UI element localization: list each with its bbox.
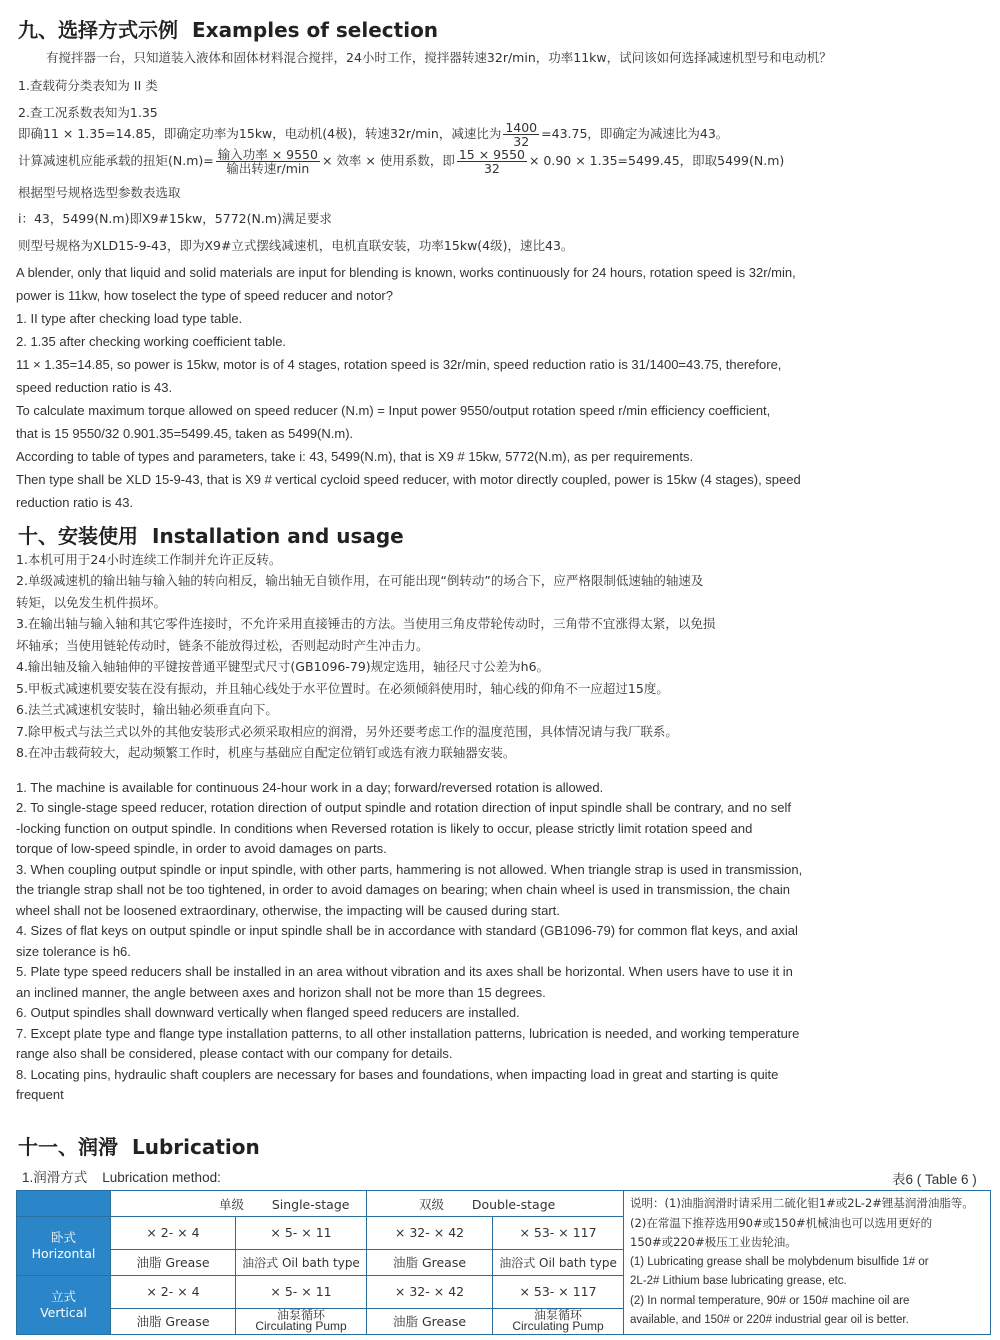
section-11-title-cn: 十一、润滑: [18, 1135, 118, 1159]
vertical-en: Vertical: [40, 1304, 87, 1320]
s10-en-line: 6. Output spindles shall downward vertically when flanged speed reducers are installed.: [16, 1005, 520, 1020]
s9-en-line: Then type shall be XLD 15-9-43, that is X9 # vertical cycloid speed reducer, with motor directly coupled, power is 15kw (4 stages), speed: [16, 472, 801, 487]
s9-en-line: 2. 1.35 after checking working coefficient table.: [16, 334, 287, 349]
pump-en: Circulating Pump: [512, 1319, 604, 1333]
s9-line-1: 1.查载荷分类表知为 II 类: [18, 78, 158, 93]
table-row: [17, 1191, 991, 1217]
corner-cell: [17, 1191, 111, 1217]
note-line: (1) Lubricating grease shall be molybdenum bisulfide 1# or: [630, 1255, 929, 1268]
method-cell-pump: [236, 1308, 367, 1334]
s9-en-line: that is 15 9550/32 0.901.35=5499.45, taken as 5499(N.m).: [16, 426, 354, 441]
s10-en-line: 2. To single-stage speed reducer, rotation direction of output spindle and rotation direction of input spindle shall be contrary, and no self: [16, 800, 791, 815]
s10-en-line: torque of low-speed spindle, in order to avoid damages on parts.: [16, 841, 387, 856]
size-range-cell: × 32- × 42: [367, 1275, 493, 1308]
table-label: 表6 ( Table 6 ): [892, 1172, 977, 1187]
s9-line-3b: =43.75，即确定为减速比为43。: [541, 126, 729, 141]
note-line: 150#或220#极压工业齿轮油。: [630, 1235, 797, 1249]
s10-cn-line: 8.在冲击载荷较大，起动频繁工作时，机座与基础应自配定位销钉或选有液力联轴器安装。: [16, 745, 516, 760]
s9-en-line: power is 11kw, how toselect the type of speed reducer and notor?: [16, 288, 393, 303]
s10-cn-line: 坏轴承；当使用链轮传动时，链条不能放得过松，否则起动时产生冲击力。: [16, 638, 429, 653]
s10-en-line: size tolerance is h6.: [16, 944, 131, 959]
pump-en: Circulating Pump: [255, 1319, 347, 1333]
section-11-heading: [18, 1131, 260, 1160]
s9-line-3a: 即确11 × 1.35=14.85，即确定功率为15kw，电动机(4极)，转速32r/min，减速比为: [18, 126, 502, 141]
method-cell-pump: [493, 1308, 624, 1334]
torque-fraction: [216, 148, 320, 175]
size-range-cell: × 2- × 4: [111, 1275, 236, 1308]
section-10-title-cn: 十、安装使用: [18, 524, 138, 548]
horizontal-en: Horizontal: [31, 1245, 96, 1261]
calc-fraction: [457, 148, 527, 175]
s9-line-4c: × 0.90 × 1.35=5499.45，即取5499(N.m): [528, 153, 785, 168]
s10-en-line: 8. Locating pins, hydraulic shaft couplers are necessary for bases and foundations, when impacting load in great and starting is quite: [16, 1067, 779, 1082]
lubrication-method-label: 1.润滑方式 Lubrication method:: [22, 1170, 221, 1185]
s10-cn-line: 3.在输出轴与输入轴和其它零件连接时，不允许采用直接锤击的方法。当使用三角皮带轮传动时，三角带不宜涨得太紧，以免损: [16, 616, 716, 631]
size-range-cell: × 32- × 42: [367, 1217, 493, 1250]
section-9-title-cn: 九、选择方式示例: [18, 18, 178, 42]
lubrication-table: [16, 1190, 991, 1335]
ratio-numerator: 1400: [505, 120, 538, 135]
vertical-row-header: [17, 1275, 111, 1334]
s9-line-5: 根据型号规格选型参数表选取: [18, 185, 181, 200]
s10-cn-line: 2.单级减速机的输出轴与输入轴的转向相反，输出轴无自锁作用，在可能出现“倒转动”的场合下，应严格限制低速轴的轴速及: [16, 573, 704, 588]
s10-cn-line: 4.输出轴及输入轴轴伸的平键按普通平键型式尺寸(GB1096-79)规定选用，轴径尺寸公差为h6。: [16, 659, 550, 674]
s9-line-3: [18, 121, 728, 148]
s9-line-4a: 计算减速机应能承载的扭矩(N.m)=: [18, 153, 214, 168]
method-cell-grease: 油脂 Grease: [367, 1249, 493, 1275]
note-line: 说明：(1)油脂润滑时请采用二硫化钼1#或2L-2#锂基润滑油脂等。: [630, 1196, 974, 1210]
method-cell-grease: 油脂 Grease: [367, 1308, 493, 1334]
method-cell-oil-bath: 油浴式 Oil bath type: [236, 1249, 367, 1275]
s10-en-line: 7. Except plate type and flange type installation patterns, to all other installation patterns, lubrication is needed, and working temperature: [16, 1026, 800, 1041]
section-9-heading: [18, 14, 438, 43]
horizontal-row-header: [17, 1217, 111, 1276]
s9-en-line: speed reduction ratio is 43.: [16, 380, 173, 395]
s10-en-line: 4. Sizes of flat keys on output spindle or input spindle shall be in accordance with standard (GB1096-79) for common flat keys, and axial: [16, 923, 798, 938]
s9-line-6: i：43，5499(N.m)即X9#15kw，5772(N.m)满足要求: [18, 211, 332, 226]
vertical-cn: 立式: [50, 1288, 76, 1304]
s10-cn-line: 6.法兰式减速机安装时，输出轴必须垂直向下。: [16, 702, 278, 717]
s9-en-line: To calculate maximum torque allowed on speed reducer (N.m) = Input power 9550/output rotation speed r/min efficiency coefficient,: [16, 403, 771, 418]
s9-en-line: According to table of types and parameters, take i: 43, 5499(N.m), that is X9 # 15kw, 5772(N.m), as per requirements.: [16, 449, 694, 464]
size-range-cell: × 5- × 11: [236, 1217, 367, 1250]
pump-cn: 油泵循环: [534, 1308, 583, 1322]
size-range-cell: × 53- × 117: [493, 1217, 624, 1250]
method-cell-grease: 油脂 Grease: [111, 1249, 236, 1275]
s10-en-line: 3. When coupling output spindle or input spindle, with other parts, hammering is not allowed. When triangle strap is used in transmission,: [16, 862, 803, 877]
lubrication-notes: [624, 1191, 991, 1335]
size-range-cell: × 5- × 11: [236, 1275, 367, 1308]
s10-en-line: 1. The machine is available for continuous 24-hour work in a day; forward/reversed rotation is allowed.: [16, 780, 604, 795]
note-line: available, and 150# or 220# industrial gear oil is better.: [630, 1314, 909, 1326]
horizontal-cn: 卧式: [50, 1229, 76, 1245]
s10-en-line: frequent: [16, 1087, 64, 1102]
s10-cn-line: 5.甲板式减速机要安装在没有振动，并且轴心线处于水平位置时。在必须倾斜使用时，轴心线的仰角不一应超过15度。: [16, 681, 669, 696]
s9-en-line: 11 × 1.35=14.85, so power is 15kw, motor is of 4 stages, rotation speed is 32r/min, speed reduction ratio is 31/1400=43.75, therefore,: [16, 357, 782, 372]
s10-en-line: wheel shall not be loosened extraordinary, otherwise, the impacting will be caused during start.: [16, 903, 560, 918]
s9-intro: 有搅拌器一台，只知道装入液体和固体材料混合搅拌，24小时工作，搅拌器转速32r/min，功率11kw，试问该如何选择减速机型号和电动机？: [46, 50, 832, 65]
s10-en-line: range also shall be considered, please contact with our company for details.: [16, 1046, 453, 1061]
note-line: (2) In normal temperature, 90# or 150# machine oil are: [630, 1294, 910, 1307]
section-11-title-en: Lubrication: [132, 1135, 260, 1159]
ratio-fraction: [503, 121, 539, 148]
s9-line-4b: × 效率 × 使用系数，即: [321, 153, 455, 168]
section-9-title-en: Examples of selection: [192, 18, 439, 42]
s10-en-line: -locking function on output spindle. In conditions when Reversed rotation is likely to occur, please strictly limit rotation speed and: [16, 821, 753, 836]
double-stage-header: 双级 Double-stage: [367, 1191, 624, 1217]
s9-en-line: 1. II type after checking load type table.: [16, 311, 243, 326]
s9-line-2: 2.查工况系数表知为1.35: [18, 105, 158, 120]
s10-en-line: the triangle strap shall not be too tightened, in order to avoid damages on bearing; when chain wheel is used in transmission, the chain: [16, 882, 790, 897]
s9-en-line: A blender, only that liquid and solid materials are input for blending is known, works continuously for 24 hours, rotation speed is 32r/min,: [16, 265, 796, 280]
s10-cn-line: 1.本机可用于24小时连续工作制并允许正反转。: [16, 552, 282, 567]
s9-line-7: 则型号规格为XLD15-9-43，即为X9#立式摆线减速机，电机直联安装，功率15kw(4级)，速比43。: [18, 238, 574, 253]
calc-denominator: 32: [483, 161, 500, 176]
section-10-heading: [18, 520, 404, 549]
method-cell-grease: 油脂 Grease: [111, 1308, 236, 1334]
s10-en-line: an inclined manner, the angle between axes and horizon shall not be more than 15 degrees.: [16, 985, 546, 1000]
size-range-cell: × 53- × 117: [493, 1275, 624, 1308]
torque-denominator: 输出转速r/min: [226, 161, 310, 176]
s10-en-line: 5. Plate type speed reducers shall be installed in an area without vibration and its axes shall be horizontal. When users have to use it in: [16, 964, 793, 979]
method-cell-oil-bath: 油浴式 Oil bath type: [493, 1249, 624, 1275]
note-line: (2)在常温下推荐选用90#或150#机械油也可以选用更好的: [630, 1215, 933, 1230]
s9-line-4: [18, 148, 784, 175]
size-range-cell: × 2- × 4: [111, 1217, 236, 1250]
s10-cn-line: 转矩，以免发生机件损坏。: [16, 595, 167, 610]
pump-cn: 油泵循环: [277, 1308, 326, 1322]
s10-cn-line: 7.除甲板式与法兰式以外的其他安装形式必须采取相应的润滑，另外还要考虑工作的温度范围，具体情况请与我厂联系。: [16, 724, 678, 739]
section-10-title-en: Installation and usage: [152, 524, 404, 548]
s9-en-line: reduction ratio is 43.: [16, 495, 134, 510]
note-line: 2L-2# Lithium base lubricating grease, etc.: [630, 1275, 847, 1287]
calc-numerator: 15 × 9550: [458, 147, 525, 162]
torque-numerator: 输入功率 × 9550: [217, 147, 318, 162]
single-stage-header: 单级 Single-stage: [111, 1191, 367, 1217]
ratio-denominator: 32: [513, 134, 530, 149]
